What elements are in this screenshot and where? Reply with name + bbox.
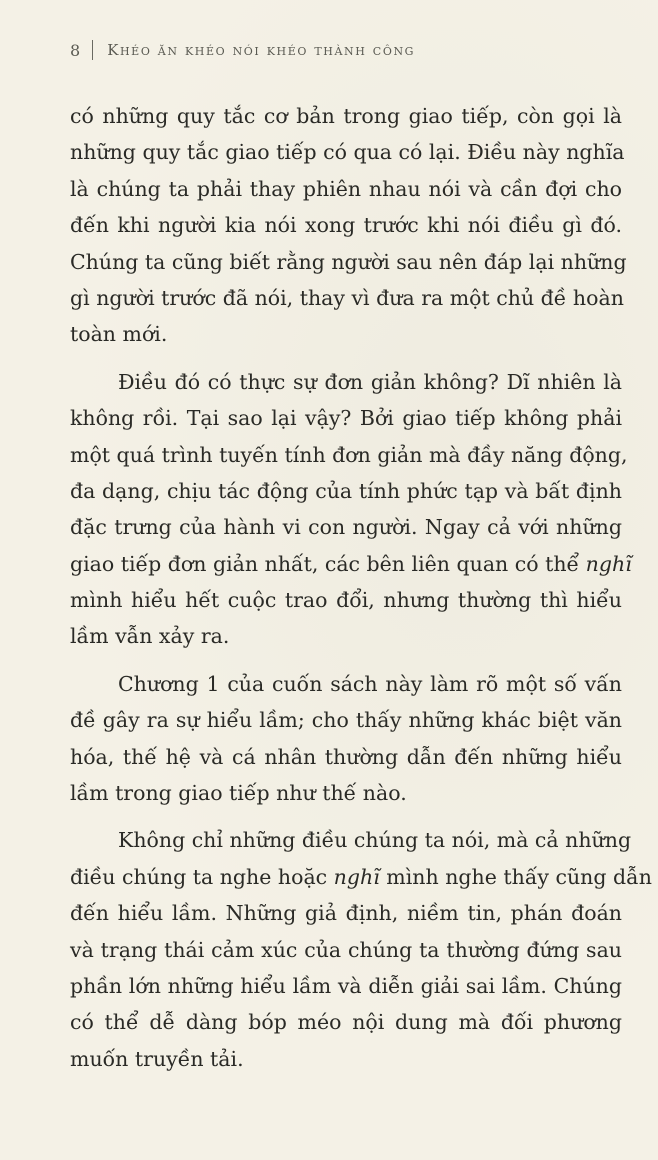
paragraph <box>70 822 652 1077</box>
text-line: đề gây ra sự hiểu lầm; cho thấy những khác biệt văn <box>70 708 622 733</box>
text-line: Chương 1 của cuốn sách này làm rõ một số vấn <box>118 671 622 696</box>
text-line: đến khi người kia nói xong trước khi nói điều gì đó. <box>70 213 622 238</box>
italic-word: nghĩ <box>585 551 632 576</box>
text-line: mình hiểu hết cuộc trao đổi, nhưng thường thì hiểu <box>70 588 622 613</box>
text-line: phần lớn những hiểu lầm và diễn giải sai lầm. Chúng <box>70 973 622 998</box>
text-line: giao tiếp đơn giản nhất, các bên liên quan có thể nghĩ <box>70 551 632 576</box>
header-divider <box>92 40 93 60</box>
paragraph <box>70 666 622 812</box>
text-line: và trạng thái cảm xúc của chúng ta thường đứng sau <box>70 937 622 962</box>
text-line: một quá trình tuyến tính đơn giản mà đầy năng động, <box>70 442 628 467</box>
text-line: những quy tắc giao tiếp có qua có lại. Điều này nghĩa <box>70 140 625 165</box>
text-line: Điều đó có thực sự đơn giản không? Dĩ nhiên là <box>118 369 622 394</box>
text-line: có thể dễ dàng bóp méo nội dung mà đối phương <box>70 1010 622 1035</box>
text-line: lầm vẫn xảy ra. <box>70 624 230 649</box>
text-line: lầm trong giao tiếp như thế nào. <box>70 781 407 806</box>
book-title: Khéo ăn khéo nói khéo thành công <box>107 41 416 59</box>
text-line: Không chỉ những điều chúng ta nói, mà cả những <box>118 828 632 853</box>
text-line: điều chúng ta nghe hoặc nghĩ mình nghe thấy cũng dẫn <box>70 864 652 889</box>
text-line: đến hiểu lầm. Những giả định, niềm tin, phán đoán <box>70 901 622 926</box>
paragraph <box>70 364 632 655</box>
text-line: hóa, thế hệ và cá nhân thường dẫn đến những hiểu <box>70 744 622 769</box>
text-line: có những quy tắc cơ bản trong giao tiếp, còn gọi là <box>70 104 622 128</box>
text-line: đa dạng, chịu tác động của tính phức tạp và bất định <box>70 478 622 503</box>
text-line: Chúng ta cũng biết rằng người sau nên đáp lại những <box>70 249 627 274</box>
body-text <box>70 98 652 1077</box>
text-line: gì người trước đã nói, thay vì đưa ra một chủ đề hoàn <box>70 285 624 310</box>
italic-word: nghĩ <box>333 864 380 889</box>
paragraph <box>70 98 627 353</box>
running-header <box>70 40 415 60</box>
page-number: 8 <box>70 40 81 60</box>
text-line: là chúng ta phải thay phiên nhau nói và cần đợi cho <box>70 176 622 201</box>
text-line: đặc trưng của hành vi con người. Ngay cả với những <box>70 515 622 540</box>
text-line: toàn mới. <box>70 322 168 347</box>
text-line: không rồi. Tại sao lại vậy? Bởi giao tiếp không phải <box>70 406 622 431</box>
text-line: muốn truyền tải. <box>70 1046 244 1071</box>
